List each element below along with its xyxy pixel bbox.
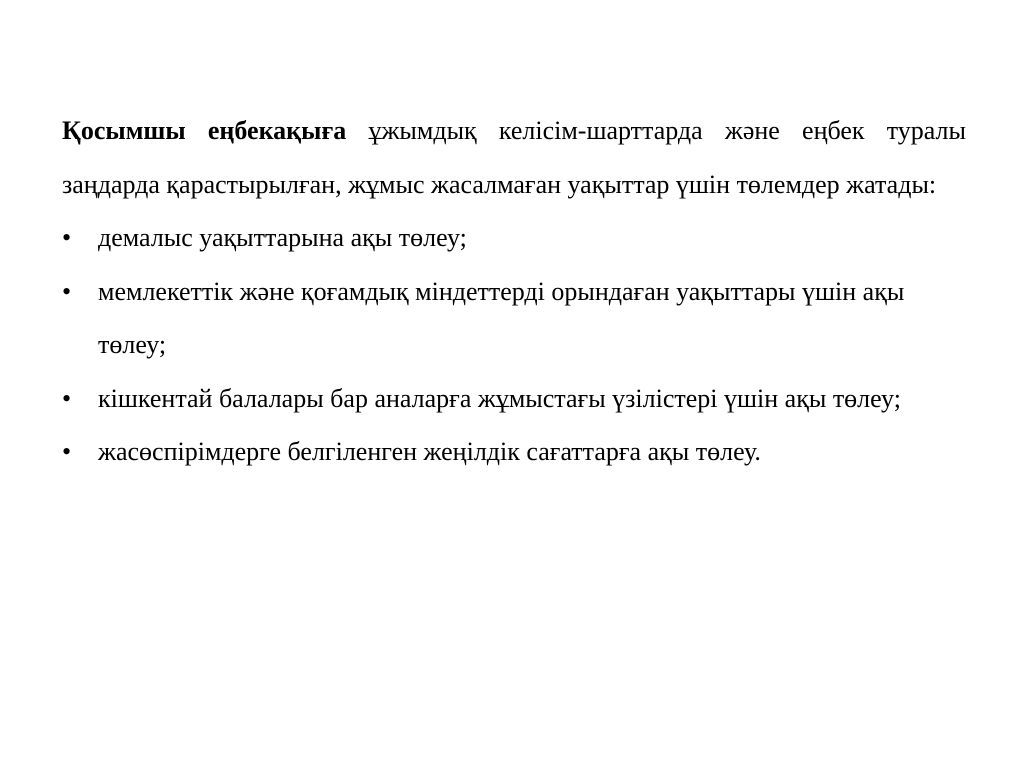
list-item <box>62 211 966 265</box>
list-item <box>62 265 966 372</box>
intro-paragraph <box>62 104 966 211</box>
slide-content <box>62 104 966 479</box>
bullet-icon: • <box>62 223 72 252</box>
list-item <box>62 425 966 479</box>
list-item-text: кішкентай балалары бар аналарға жұмыстағы үзілістері үшін ақы төлеу; <box>98 383 901 413</box>
list-item-text: мемлекеттік және қоғамдық міндеттерді орындаған уақыттары үшін ақы төлеу; <box>98 276 905 359</box>
list-item-text: жасөспірімдерге белгіленген жеңілдік сағаттарға ақы төлеу. <box>98 437 761 466</box>
intro-text: ұжымдық келісім-шарттарда және еңбек туралы заңдарда қарастырылған, жұмыс жасалмаған уақыттар үшін төлемдер жатады: <box>62 116 966 199</box>
bullet-list <box>62 211 966 479</box>
list-item <box>62 372 966 426</box>
bullet-icon: • <box>62 276 72 306</box>
intro-bold-term: Қосымшы еңбекақыға <box>62 116 347 145</box>
bullet-icon: • <box>62 383 72 413</box>
list-item-text: демалыс уақыттарына ақы төлеу; <box>98 223 467 252</box>
bullet-icon: • <box>62 437 72 466</box>
